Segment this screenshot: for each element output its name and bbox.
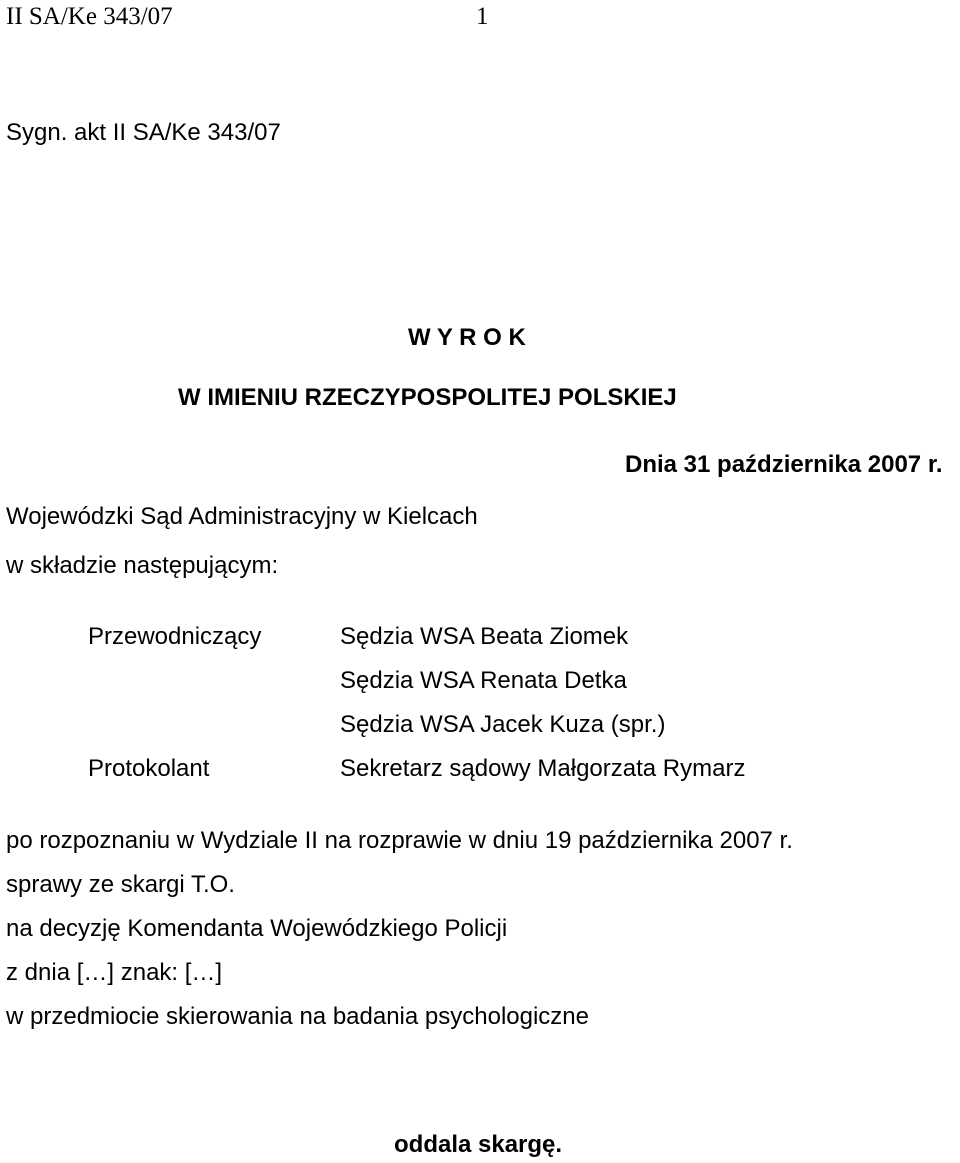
body-line: w przedmiocie skierowania na badania psychologiczne: [6, 1003, 589, 1030]
clerk-label: Protokolant: [88, 755, 210, 782]
composition-intro: w składzie następującym:: [6, 552, 279, 579]
judgment-date: Dnia 31 października 2007 r.: [625, 451, 943, 478]
clerk-name: Sekretarz sądowy Małgorzata Rymarz: [340, 755, 746, 782]
judge-name: Sędzia WSA Jacek Kuza (spr.): [340, 711, 666, 738]
signature-line: Sygn. akt II SA/Ke 343/07: [6, 119, 281, 146]
body-line: po rozpoznaniu w Wydziale II na rozprawie w dniu 19 października 2007 r.: [6, 827, 793, 854]
body-line: na decyzję Komendanta Wojewódzkiego Policji: [6, 915, 508, 942]
header-case-ref: II SA/Ke 343/07: [6, 3, 173, 30]
judge-name: Sędzia WSA Beata Ziomek: [340, 623, 629, 650]
body-line: sprawy ze skargi T.O.: [6, 871, 235, 898]
judge-name: Sędzia WSA Renata Detka: [340, 667, 627, 694]
chair-label: Przewodniczący: [88, 623, 262, 650]
judgment-subtitle: W IMIENIU RZECZYPOSPOLITEJ POLSKIEJ: [178, 384, 677, 411]
judgment-title: W Y R O K: [408, 324, 526, 351]
verdict: oddala skargę.: [394, 1131, 563, 1158]
body-line: z dnia […] znak: […]: [6, 959, 223, 986]
court-name: Wojewódzki Sąd Administracyjny w Kielcach: [6, 503, 478, 530]
page-number: 1: [476, 3, 489, 30]
